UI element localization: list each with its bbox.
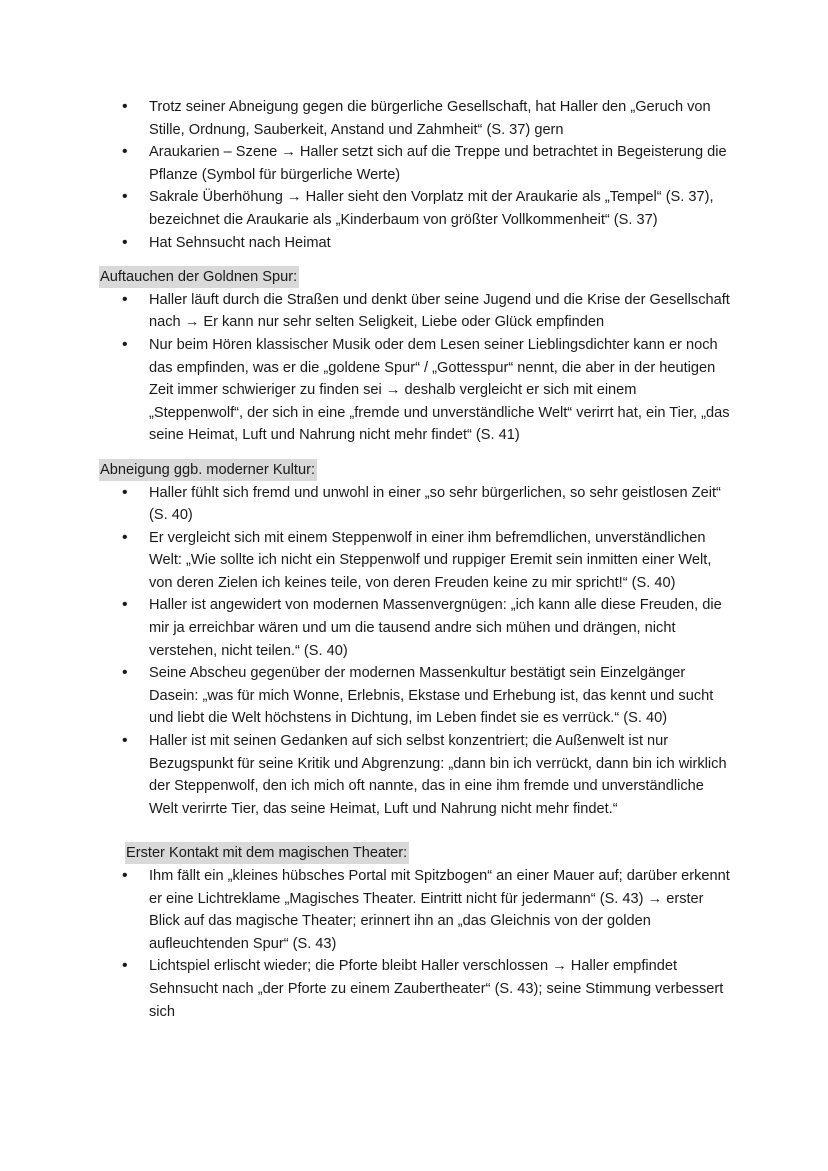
list-item: • Lichtspiel erlischt wieder; die Pforte bleibt Haller verschlossen → Haller empfindet Sehnsucht nach „der Pforte zu einem Zaubertheater“ (S. 43); seine Stimmung verbessert sich [0,955,828,1023]
bullet-list [0,289,828,447]
list-item: • Haller läuft durch die Straßen und denkt über seine Jugend und die Krise der Gesellschaft nach → Er kann nur sehr selten Seligkeit, Liebe oder Glück empfinden [0,289,828,334]
section-heading: Erster Kontakt mit dem magischen Theater: [125,842,409,864]
section-moderne-kultur [0,459,828,821]
section-heading: Auftauchen der Goldnen Spur: [99,266,299,288]
list-item: • Sakrale Überhöhung → Haller sieht den Vorplatz mit der Araukarie als „Tempel“ (S. 37), bezeichnet die Araukarie als „Kinderbaum von größter Vollkommenheit“ (S. 37) [0,186,828,231]
section-intro [0,96,828,254]
section-magisches-theater [0,842,828,1023]
list-item: • Hat Sehnsucht nach Heimat [0,232,828,255]
document-page [0,96,828,1023]
list-item: • Ihm fällt ein „kleines hübsches Portal mit Spitzbogen“ an einer Mauer auf; darüber erkennt er eine Lichtreklame „Magisches Theater. Eintritt nicht für jedermann“ (S. 43) → erster Blick auf das magische Theater; erinnert ihn an „das Gleichnis von der golden aufleuchtenden Spur“ (S. 43) [0,865,828,955]
section-heading: Abneigung ggb. moderner Kultur: [99,459,317,481]
list-item: • Haller fühlt sich fremd und unwohl in einer „so sehr bürgerlichen, so sehr geistlosen Zeit“ (S. 40) [0,482,828,527]
list-item: • Haller ist angewidert von modernen Massenvergnügen: „ich kann alle diese Freuden, die mir ja erreichbar wären und um die tausend andre sich mühen und drängen, nicht verstehen, nicht teilen.“ (S. 40) [0,594,828,662]
list-item: • Nur beim Hören klassischer Musik oder dem Lesen seiner Lieblingsdichter kann er noch das empfinden, was er die „goldene Spur“ / „Gottesspur“ nennt, die aber in der heutigen Zeit immer schwieriger zu finden sei → deshalb vergleicht er sich mit einem „Steppenwolf“, der sich in eine „fremde und unverständliche Welt“ verirrt hat, ein Tier, „das seine Heimat, Luft und Nahrung nicht mehr findet“ (S. 41) [0,334,828,447]
list-item: • Araukarien – Szene → Haller setzt sich auf die Treppe und betrachtet in Begeisterung die Pflanze (Symbol für bürgerliche Werte) [0,141,828,186]
bullet-list [0,96,828,254]
list-item: • Er vergleicht sich mit einem Steppenwolf in einer ihm befremdlichen, unverständlichen Welt: „Wie sollte ich nicht ein Steppenwolf und ruppiger Eremit sein inmitten einer Welt, von deren Zielen ich keines teile, von deren Freuden keine zu mir spricht!“ (S. 40) [0,527,828,595]
bullet-list [0,482,828,821]
section-goldene-spur [0,266,828,447]
bullet-list [0,865,828,1023]
list-item: • Trotz seiner Abneigung gegen die bürgerliche Gesellschaft, hat Haller den „Geruch von Stille, Ordnung, Sauberkeit, Anstand und Zahmheit“ (S. 37) gern [0,96,828,141]
list-item: • Seine Abscheu gegenüber der modernen Massenkultur bestätigt sein Einzelgänger Dasein: „was für mich Wonne, Erlebnis, Ekstase und Erhebung ist, das kennt und sucht und liebt die Welt höchstens in Dichtung, im Leben findet sie es verrück.“ (S. 40) [0,662,828,730]
list-item: • Haller ist mit seinen Gedanken auf sich selbst konzentriert; die Außenwelt ist nur Bezugspunkt für seine Kritik und Abgrenzung: „dann bin ich verrückt, dann bin ich wirklich der Steppenwolf, den ich mich oft nannte, das in eine ihm fremde und unverständliche Welt verirrte Tier, das seine Heimat, Luft und Nahrung nicht mehr findet.“ [0,730,828,820]
